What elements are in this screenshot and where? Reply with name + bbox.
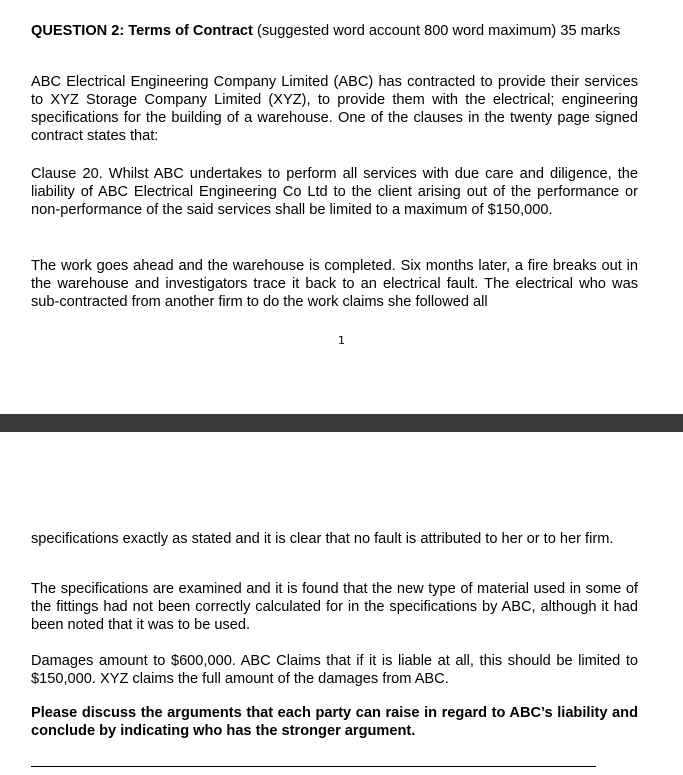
paragraph-text: Clause 20. Whilst ABC undertakes to perform all services with due care and diligence, the liability of ABC Electrical Engineering Co Ltd to the client arising out of the performance or non-performance of the said services shall be limited to a maximum of $150,000.: [31, 166, 638, 218]
document-page-2: [0, 432, 683, 775]
paragraph-clause-20: [31, 165, 638, 219]
question-title: QUESTION 2: Terms of Contract: [31, 23, 253, 39]
page-separator: [0, 414, 683, 432]
paragraph-text: Damages amount to $600,000. ABC Claims that if it is liable at all, this should be limited to $150,000. XYZ claims the full amount of the damages from ABC.: [31, 653, 638, 687]
question-subtitle: (suggested word account 800 word maximum) 35 marks: [252, 23, 621, 39]
paragraph-contract-intro: [31, 73, 638, 145]
paragraph-damages: [31, 652, 638, 688]
horizontal-rule: [31, 766, 596, 767]
paragraph-specifications: [31, 580, 638, 634]
question-heading: [31, 22, 638, 40]
paragraph-text: Please discuss the arguments that each party can raise in regard to ABC’s liability and conclude by indicating who has the stronger argument.: [31, 705, 638, 739]
paragraph-text: specifications exactly as stated and it is clear that no fault is attributed to her or to her firm.: [31, 531, 614, 547]
paragraph-continuation: [31, 530, 638, 548]
paragraph-instruction: [31, 704, 638, 740]
paragraph-text: The specifications are examined and it is found that the new type of material used in some of the fittings had not been correctly calculated for in the specifications by ABC, although it had been noted that it was to be used.: [31, 581, 638, 633]
paragraph-fire-incident: [31, 257, 638, 311]
paragraph-text: ABC Electrical Engineering Company Limited (ABC) has contracted to provide their services to XYZ Storage Company Limited (XYZ), to provide them with the electrical; engineering specifications for the building of a warehouse. One of the clauses in the twenty page signed contract states that:: [31, 74, 638, 144]
paragraph-text: The work goes ahead and the warehouse is completed. Six months later, a fire breaks out in the warehouse and investigators trace it back to an electrical fault. The electrical who was sub-contracted from another firm to do the work claims she followed all: [31, 258, 638, 310]
page-number: 1: [338, 334, 345, 347]
